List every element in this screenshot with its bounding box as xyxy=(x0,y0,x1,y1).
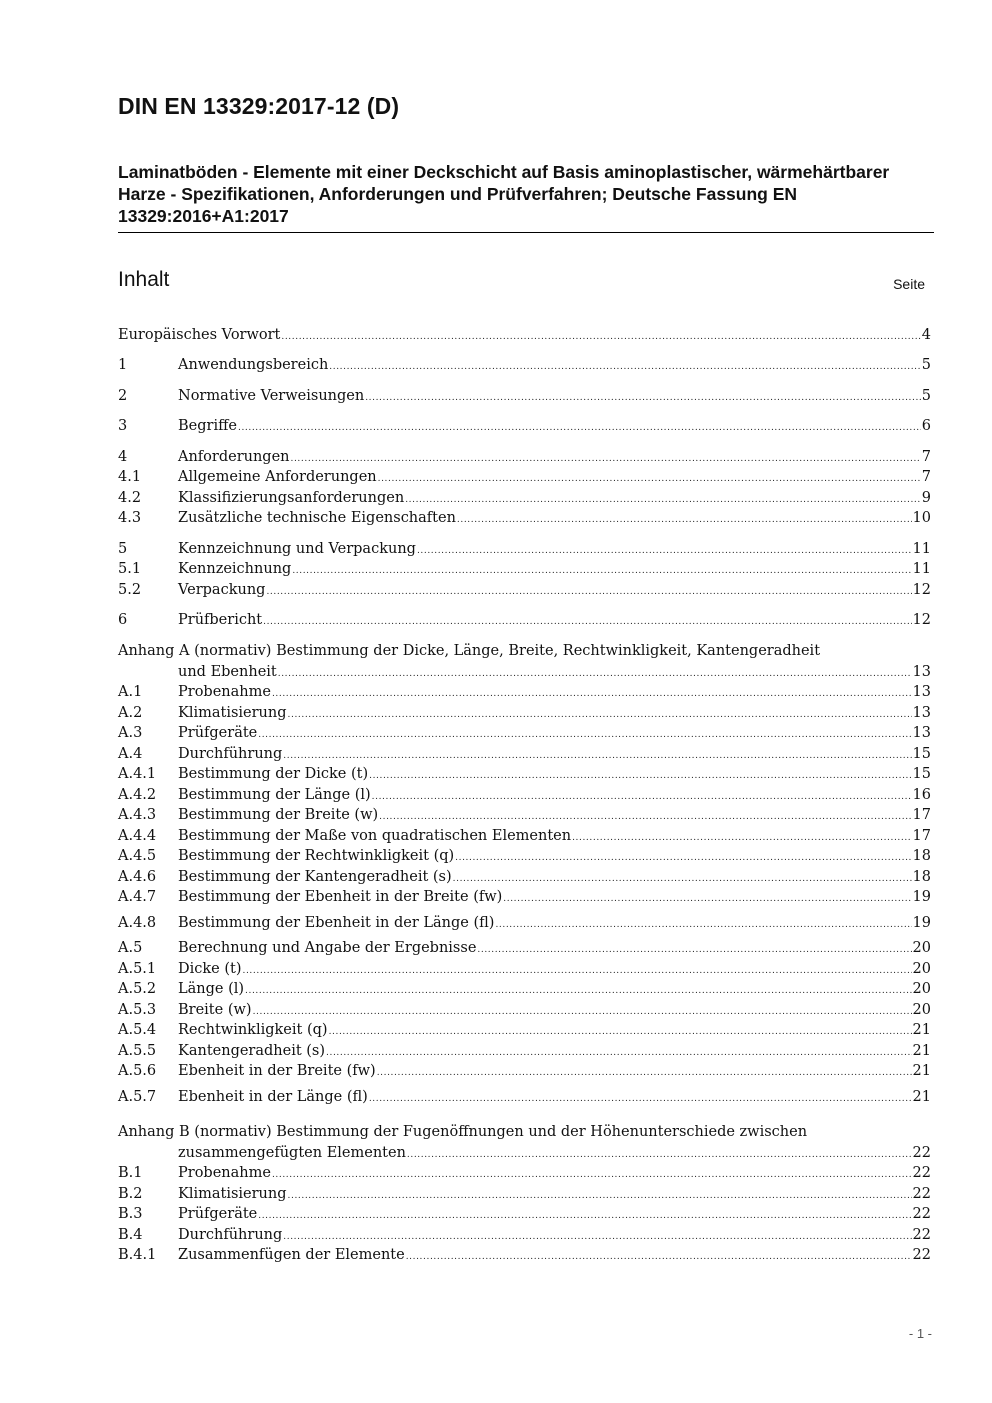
toc-entry-number: A.4.5 xyxy=(118,848,157,864)
toc-entry[interactable] xyxy=(118,846,931,867)
toc-leader xyxy=(477,940,911,961)
toc-entry[interactable] xyxy=(118,447,931,468)
toc-entry-title: Europäisches Vorwort xyxy=(118,327,281,343)
toc-entry-number: 5.1 xyxy=(118,561,142,577)
toc-entry-number: 1 xyxy=(118,357,128,373)
toc-entry-title: Probenahme xyxy=(178,1165,271,1181)
toc-entry-page: 4 xyxy=(921,327,931,343)
toc-entry-number: B.4 xyxy=(118,1227,143,1243)
toc-entry[interactable] xyxy=(118,826,931,847)
toc-entry-page: 22 xyxy=(912,1165,931,1181)
toc-leader xyxy=(455,848,911,869)
toc-entry-title: Normative Verweisungen xyxy=(178,388,365,404)
toc-entry-title: Länge (l) xyxy=(178,981,245,997)
toc-entry[interactable] xyxy=(118,938,931,959)
toc-entry[interactable] xyxy=(118,959,931,980)
toc-entry[interactable] xyxy=(118,887,931,908)
toc-entry[interactable] xyxy=(118,744,931,765)
toc-entry-title: Durchführung xyxy=(178,746,283,762)
toc-entry-page: 20 xyxy=(912,940,931,956)
toc-annex-b-title-line[interactable]: Anhang B (normativ) Bestimmung der Fugenöffnungen und der Höhenunterschiede zwischen xyxy=(118,1124,808,1140)
toc-entry[interactable] xyxy=(118,386,931,407)
toc-leader xyxy=(266,582,911,603)
document-id: DIN EN 13329:2017-12 (D) xyxy=(118,93,400,119)
toc-entry-page: 11 xyxy=(912,541,931,557)
toc-entry[interactable] xyxy=(118,805,931,826)
toc-entry-number: A.5.7 xyxy=(118,1089,157,1105)
toc-entry-page: 19 xyxy=(912,889,931,905)
toc-entry[interactable] xyxy=(118,662,931,683)
toc-entry-page: 20 xyxy=(912,1002,931,1018)
toc-leader xyxy=(369,766,911,787)
toc-entry[interactable] xyxy=(118,610,931,631)
toc-entry-title: Prüfgeräte xyxy=(178,1206,258,1222)
toc-entry[interactable] xyxy=(118,764,931,785)
toc-entry-title: Bestimmung der Länge (l) xyxy=(178,787,371,803)
toc-leader xyxy=(258,1206,911,1227)
toc-entry-number: A.5 xyxy=(118,940,143,956)
toc-leader xyxy=(378,469,921,490)
toc-entry-page: 13 xyxy=(912,725,931,741)
toc-entry-number: A.5.6 xyxy=(118,1063,157,1079)
toc-entry-page: 22 xyxy=(912,1227,931,1243)
toc-entry[interactable] xyxy=(118,1204,931,1225)
toc-entry-title: Bestimmung der Rechtwinkligkeit (q) xyxy=(178,848,455,864)
toc-entry[interactable] xyxy=(118,559,931,580)
toc-entry-title: Bestimmung der Dicke (t) xyxy=(178,766,369,782)
toc-entry-page: 12 xyxy=(912,582,931,598)
toc-entry-number: 3 xyxy=(118,418,128,434)
toc-entry-title: Bestimmung der Maße von quadratischen Elementen xyxy=(178,828,572,844)
toc-entry-number: A.5.1 xyxy=(118,961,157,977)
toc-leader xyxy=(258,725,911,746)
toc-entry-page: 22 xyxy=(912,1247,931,1263)
toc-leader xyxy=(503,889,911,910)
toc-entry[interactable] xyxy=(118,867,931,888)
toc-entry[interactable] xyxy=(118,913,931,934)
toc-entry-number: 5.2 xyxy=(118,582,142,598)
toc-entry[interactable] xyxy=(118,539,931,560)
toc-entry-page: 19 xyxy=(912,915,931,931)
toc-entry-title: Verpackung xyxy=(178,582,266,598)
toc-entry-page: 20 xyxy=(912,961,931,977)
toc-entry-number: A.4 xyxy=(118,746,143,762)
toc-entry-page: 7 xyxy=(921,469,931,485)
toc-entry-title: Klimatisierung xyxy=(178,705,287,721)
toc-entry-page: 13 xyxy=(912,684,931,700)
toc-leader xyxy=(369,1089,912,1110)
toc-entry[interactable] xyxy=(118,723,931,744)
toc-leader xyxy=(292,561,911,582)
toc-entry-title: Zusammenfügen der Elemente xyxy=(178,1247,405,1263)
toc-annex-a-title-line[interactable]: Anhang A (normativ) Bestimmung der Dicke, Länge, Breite, Rechtwinkligkeit, Kantengeradheit xyxy=(118,643,821,659)
toc-entry-number: A.5.4 xyxy=(118,1022,157,1038)
toc-entry-number: A.5.3 xyxy=(118,1002,157,1018)
toc-entry-title: Bestimmung der Ebenheit in der Breite (fw) xyxy=(178,889,503,905)
toc-heading: Inhalt xyxy=(118,268,170,291)
toc-entry[interactable] xyxy=(118,1225,931,1246)
toc-entry-page: 21 xyxy=(912,1089,931,1105)
toc-entry-title: Klimatisierung xyxy=(178,1186,287,1202)
toc-entry-title: Bestimmung der Ebenheit in der Länge (fl) xyxy=(178,915,495,931)
toc-entry-page: 20 xyxy=(912,981,931,997)
toc-page-column-label: Seite xyxy=(893,276,925,292)
toc-entry-page: 13 xyxy=(912,664,931,680)
toc-entry-number: A.4.3 xyxy=(118,807,157,823)
toc-leader xyxy=(329,1022,912,1043)
toc-entry-number: A.3 xyxy=(118,725,143,741)
toc-entry-page: 18 xyxy=(912,848,931,864)
toc-entry-page: 22 xyxy=(912,1186,931,1202)
toc-entry-title: Prüfbericht xyxy=(178,612,263,628)
toc-entry-title: Bestimmung der Kantengeradheit (s) xyxy=(178,869,452,885)
toc-entry[interactable] xyxy=(118,355,931,376)
toc-entry-number: A.2 xyxy=(118,705,143,721)
toc-entry[interactable] xyxy=(118,416,931,437)
toc-entry[interactable] xyxy=(118,979,931,1000)
toc-entry-number: 5 xyxy=(118,541,128,557)
toc-entry[interactable] xyxy=(118,1245,931,1266)
toc-entry-page: 15 xyxy=(912,766,931,782)
toc-entry-title: Berechnung und Angabe der Ergebnisse xyxy=(178,940,477,956)
toc-entry-title: Kennzeichnung und Verpackung xyxy=(178,541,416,557)
toc-entry-page: 16 xyxy=(912,787,931,803)
toc-entry-number: 6 xyxy=(118,612,128,628)
toc-entry[interactable] xyxy=(118,1041,931,1062)
toc-leader xyxy=(457,510,912,531)
toc-entry-page: 15 xyxy=(912,746,931,762)
toc-entry-title: und Ebenheit xyxy=(178,664,277,680)
toc-entry-number: A.4.7 xyxy=(118,889,157,905)
toc-entry-page: 21 xyxy=(912,1043,931,1059)
toc-entry-page: 10 xyxy=(912,510,931,526)
toc-entry[interactable] xyxy=(118,1020,931,1041)
toc-leader xyxy=(495,915,911,936)
toc-entry-page: 22 xyxy=(912,1206,931,1222)
toc-entry[interactable] xyxy=(118,703,931,724)
toc-entry-page: 11 xyxy=(912,561,931,577)
toc-entry-title: Klassifizierungsanforderungen xyxy=(178,490,405,506)
toc-entry-number: 4 xyxy=(118,449,128,465)
toc-entry-page: 5 xyxy=(921,388,931,404)
document-title: Laminatböden - Elemente mit einer Deckschicht auf Basis aminoplastischer, wärmehärtbarer Harze - Spezifikationen, Anforderungen und Prüfverfahren; Deutsche Fassung EN 13329:2016+A1:2017 xyxy=(118,161,934,233)
toc-entry-title: Bestimmung der Breite (w) xyxy=(178,807,379,823)
toc-entry-title: Ebenheit in der Länge (fl) xyxy=(178,1089,368,1105)
toc-entry[interactable] xyxy=(118,1143,931,1164)
toc-entry-title: Probenahme xyxy=(178,684,271,700)
toc-entry-number: A.4.6 xyxy=(118,869,157,885)
toc-entry[interactable] xyxy=(118,325,931,346)
toc-entry[interactable] xyxy=(118,682,931,703)
toc-entry-page: 6 xyxy=(921,418,931,434)
toc-entry-number: A.4.4 xyxy=(118,828,157,844)
toc-entry-title: Prüfgeräte xyxy=(178,725,258,741)
toc-entry-page: 22 xyxy=(912,1145,931,1161)
toc-entry-title: Anwendungsbereich xyxy=(178,357,329,373)
toc-entry-number: A.1 xyxy=(118,684,143,700)
toc-entry-page: 5 xyxy=(921,357,931,373)
toc-entry-number: 4.3 xyxy=(118,510,142,526)
toc-entry-page: 9 xyxy=(921,490,931,506)
toc-entry[interactable] xyxy=(118,488,931,509)
toc-entry-number: 4.2 xyxy=(118,490,142,506)
toc-entry[interactable] xyxy=(118,1163,931,1184)
toc-leader xyxy=(281,327,920,348)
toc-entry[interactable] xyxy=(118,1087,931,1108)
toc-entry-title: Ebenheit in der Breite (fw) xyxy=(178,1063,376,1079)
toc-entry-number: B.3 xyxy=(118,1206,143,1222)
toc-leader xyxy=(379,807,911,828)
toc-entry-number: A.5.5 xyxy=(118,1043,157,1059)
toc-entry-page: 12 xyxy=(912,612,931,628)
page-number: - 1 - xyxy=(908,1326,932,1341)
toc-leader xyxy=(272,1165,912,1186)
toc-entry-title: Dicke (t) xyxy=(178,961,242,977)
toc-entry-title: Anforderungen xyxy=(178,449,290,465)
toc-entry-page: 21 xyxy=(912,1022,931,1038)
toc-entry-number: B.4.1 xyxy=(118,1247,157,1263)
toc-entry-page: 17 xyxy=(912,807,931,823)
toc-entry-title: Allgemeine Anforderungen xyxy=(178,469,377,485)
toc-entry-title: Zusätzliche technische Eigenschaften xyxy=(178,510,456,526)
toc-leader xyxy=(263,612,911,633)
toc-entry-title: Durchführung xyxy=(178,1227,283,1243)
toc-entry-title: Kennzeichnung xyxy=(178,561,292,577)
toc-entry[interactable] xyxy=(118,1000,931,1021)
toc-entry-page: 7 xyxy=(921,449,931,465)
toc-entry[interactable] xyxy=(118,1184,931,1205)
toc-entry-title: Breite (w) xyxy=(178,1002,252,1018)
toc-leader xyxy=(377,1063,912,1084)
toc-entry[interactable] xyxy=(118,508,931,529)
toc-leader xyxy=(272,684,912,705)
toc-entry[interactable] xyxy=(118,580,931,601)
toc-leader xyxy=(238,418,921,439)
toc-leader xyxy=(406,1247,912,1268)
toc-entry-title: zusammengefügten Elementen xyxy=(178,1145,406,1161)
toc-leader xyxy=(245,981,912,1002)
toc-entry-number: B.2 xyxy=(118,1186,143,1202)
toc-entry-title: Kantengeradheit (s) xyxy=(178,1043,326,1059)
toc-leader xyxy=(365,388,921,409)
toc-entry-number: A.4.2 xyxy=(118,787,157,803)
toc-entry-page: 13 xyxy=(912,705,931,721)
toc-entry-number: 4.1 xyxy=(118,469,142,485)
toc-leader xyxy=(329,357,920,378)
toc-entry-title: Begriffe xyxy=(178,418,237,434)
toc-entry[interactable] xyxy=(118,467,931,488)
toc-entry-number: A.4.1 xyxy=(118,766,157,782)
toc-entry-number: B.1 xyxy=(118,1165,143,1181)
toc-entry-page: 21 xyxy=(912,1063,931,1079)
toc-entry-page: 18 xyxy=(912,869,931,885)
toc-entry-number: 2 xyxy=(118,388,128,404)
toc-entry-title: Rechtwinkligkeit (q) xyxy=(178,1022,328,1038)
toc-entry[interactable] xyxy=(118,1061,931,1082)
toc-entry-number: A.4.8 xyxy=(118,915,157,931)
toc-entry-number: A.5.2 xyxy=(118,981,157,997)
toc-entry-page: 17 xyxy=(912,828,931,844)
toc-entry[interactable] xyxy=(118,785,931,806)
